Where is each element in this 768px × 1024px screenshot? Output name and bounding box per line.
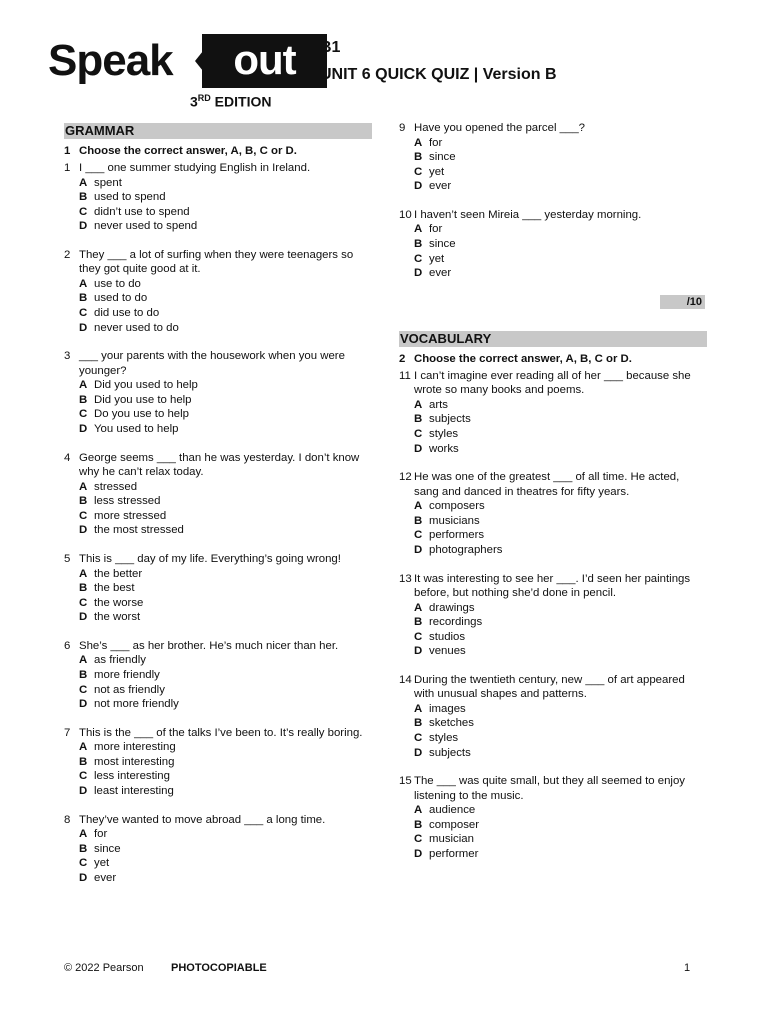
- option-text: performers: [429, 529, 485, 542]
- footer-copyright: © 2022 Pearson: [64, 962, 144, 974]
- page-number: 1: [684, 962, 691, 974]
- answer-option: [64, 668, 372, 683]
- answer-option: [399, 150, 707, 165]
- option-text: since: [94, 842, 121, 855]
- option-text: venues: [429, 645, 466, 658]
- instruction-number: 1: [64, 145, 71, 157]
- option-letter: C: [414, 732, 423, 745]
- answer-option: [399, 427, 707, 442]
- option-text: audience: [429, 804, 476, 817]
- option-letter: B: [414, 237, 423, 250]
- option-letter: B: [414, 514, 423, 527]
- question-number: 12: [399, 471, 412, 484]
- option-letter: A: [79, 480, 88, 493]
- option-letter: B: [79, 292, 88, 305]
- answer-option: [64, 856, 372, 871]
- option-letter: A: [414, 601, 423, 614]
- edition-word: EDITION: [210, 93, 272, 110]
- option-text: musician: [429, 833, 474, 846]
- answer-option: [399, 528, 707, 543]
- vocabulary-heading: VOCABULARY: [399, 331, 707, 347]
- option-text: spent: [94, 176, 122, 189]
- option-text: most interesting: [94, 755, 175, 768]
- answer-option: [64, 277, 372, 292]
- question-item: [64, 248, 372, 335]
- edition-label: [190, 93, 271, 110]
- question-item: [64, 349, 372, 436]
- question-number: 3: [64, 350, 71, 363]
- option-text: didn’t use to spend: [94, 205, 190, 218]
- option-text: for: [429, 136, 443, 149]
- option-letter: B: [414, 616, 423, 629]
- option-letter: C: [414, 252, 423, 265]
- option-letter: B: [79, 582, 88, 595]
- answer-option: [64, 219, 372, 234]
- question-item: [399, 369, 707, 456]
- question-stem: [64, 639, 372, 654]
- answer-option: [64, 190, 372, 205]
- logo-out-text: out: [233, 36, 296, 83]
- question-text: The ___ was quite small, but they all seemed to enjoy listening to the music.: [414, 775, 685, 802]
- option-letter: A: [79, 277, 88, 290]
- option-letter: B: [79, 668, 88, 681]
- option-text: Do you use to help: [94, 408, 189, 421]
- option-text: composer: [429, 818, 480, 831]
- answer-option: [399, 252, 707, 267]
- grammar-heading: GRAMMAR: [64, 123, 372, 139]
- answer-option: [399, 630, 707, 645]
- answer-option: [399, 832, 707, 847]
- option-letter: D: [414, 848, 423, 861]
- option-text: styles: [429, 427, 459, 440]
- question-stem: [399, 369, 707, 398]
- question-stem: [399, 470, 707, 499]
- question-stem: [64, 726, 372, 741]
- option-text: the worse: [94, 596, 144, 609]
- option-text: did use to do: [94, 307, 160, 320]
- option-letter: C: [79, 770, 88, 783]
- answer-option: [399, 615, 707, 630]
- answer-option: [399, 644, 707, 659]
- question-number: 11: [399, 369, 411, 382]
- question-stem: [64, 161, 372, 176]
- answer-option: [64, 871, 372, 886]
- answer-option: [64, 697, 372, 712]
- option-text: not more friendly: [94, 698, 179, 711]
- option-letter: C: [414, 529, 423, 542]
- question-number: 1: [64, 162, 71, 174]
- question-stem: [399, 572, 707, 601]
- answer-option: [64, 581, 372, 596]
- option-letter: C: [79, 509, 88, 522]
- question-text: ___ your parents with the housework when you were younger?: [79, 350, 345, 377]
- option-text: use to do: [94, 277, 141, 290]
- answer-option: [399, 398, 707, 413]
- grammar-instruction: [64, 144, 372, 159]
- right-column: [399, 121, 707, 876]
- instruction-number: 2: [399, 352, 406, 365]
- option-text: more interesting: [94, 741, 176, 754]
- answer-option: [64, 523, 372, 538]
- option-letter: C: [79, 683, 88, 696]
- logo-out-box: [202, 34, 327, 88]
- question-item: [64, 552, 372, 625]
- option-text: Did you used to help: [94, 379, 198, 392]
- option-letter: B: [79, 495, 88, 508]
- option-letter: D: [79, 611, 88, 624]
- answer-option: [399, 702, 707, 717]
- question-item: [399, 470, 707, 557]
- option-letter: C: [79, 205, 88, 218]
- page-title: UNIT 6 QUICK QUIZ | Version B: [320, 66, 557, 83]
- answer-option: [64, 740, 372, 755]
- option-letter: C: [414, 833, 423, 846]
- question-text: They ___ a lot of surfing when they were teenagers so they got quite good at it.: [79, 248, 354, 276]
- option-letter: D: [414, 180, 423, 193]
- question-stem: [399, 121, 707, 136]
- answer-option: [399, 499, 707, 514]
- question-item: [64, 726, 372, 799]
- answer-option: [64, 683, 372, 698]
- option-letter: B: [79, 191, 88, 204]
- option-text: used to spend: [94, 191, 166, 204]
- option-text: images: [429, 702, 466, 715]
- answer-option: [399, 601, 707, 616]
- option-text: more friendly: [94, 668, 160, 681]
- option-text: the best: [94, 582, 135, 595]
- answer-option: [399, 803, 707, 818]
- instruction-text: Choose the correct answer, A, B, C or D.: [79, 145, 297, 157]
- option-letter: A: [79, 567, 88, 580]
- answer-option: [399, 222, 707, 237]
- option-text: never used to do: [94, 321, 179, 334]
- answer-option: [64, 842, 372, 857]
- question-text: She’s ___ as her brother. He’s much nicer than her.: [79, 639, 339, 652]
- answer-option: [64, 784, 372, 799]
- option-text: used to do: [94, 292, 148, 305]
- question-item: [64, 451, 372, 538]
- edition-suffix: RD: [197, 93, 211, 103]
- question-number: 2: [64, 248, 71, 261]
- question-number: 9: [399, 122, 406, 134]
- option-text: for: [94, 828, 108, 841]
- question-item: [399, 208, 707, 281]
- level-label: B1: [320, 39, 341, 56]
- option-letter: C: [79, 408, 88, 421]
- option-text: composers: [429, 500, 485, 513]
- question-item: [64, 161, 372, 234]
- answer-option: [64, 378, 372, 393]
- question-number: 14: [399, 673, 412, 686]
- option-letter: A: [414, 398, 423, 411]
- question-stem: [399, 673, 707, 702]
- answer-option: [399, 716, 707, 731]
- question-item: [399, 774, 707, 861]
- answer-option: [64, 755, 372, 770]
- option-letter: A: [414, 136, 423, 149]
- question-text: I can’t imagine ever reading all of her ___ because she wrote so many books and poems.: [414, 369, 691, 397]
- option-text: the worst: [94, 611, 141, 624]
- answer-option: [64, 769, 372, 784]
- option-letter: A: [414, 804, 423, 817]
- option-letter: A: [79, 654, 88, 667]
- question-number: 7: [64, 726, 71, 739]
- option-text: subjects: [429, 413, 471, 426]
- option-text: musicians: [429, 514, 480, 527]
- option-text: subjects: [429, 746, 471, 759]
- option-letter: A: [79, 176, 88, 189]
- option-letter: B: [79, 393, 88, 406]
- answer-option: [64, 422, 372, 437]
- option-letter: D: [414, 746, 423, 759]
- answer-option: [64, 827, 372, 842]
- answer-option: [399, 412, 707, 427]
- option-text: yet: [429, 252, 445, 265]
- answer-option: [399, 731, 707, 746]
- vocabulary-questions: [399, 369, 707, 862]
- option-text: least interesting: [94, 785, 174, 798]
- question-item: [64, 639, 372, 712]
- option-text: less stressed: [94, 495, 161, 508]
- answer-option: [399, 847, 707, 862]
- option-text: since: [429, 151, 456, 164]
- option-letter: D: [414, 442, 423, 455]
- option-letter: D: [79, 785, 88, 798]
- option-text: drawings: [429, 601, 475, 614]
- option-text: ever: [94, 871, 117, 884]
- option-text: recordings: [429, 616, 483, 629]
- option-text: You used to help: [94, 423, 179, 436]
- question-stem: [64, 451, 372, 480]
- grammar-score-box: /10: [660, 295, 705, 309]
- answer-option: [64, 494, 372, 509]
- option-letter: D: [79, 423, 88, 436]
- question-stem: [399, 774, 707, 803]
- answer-option: [64, 480, 372, 495]
- question-item: [399, 121, 707, 194]
- answer-option: [64, 407, 372, 422]
- answer-option: [399, 179, 707, 194]
- option-text: the better: [94, 567, 143, 580]
- option-letter: B: [414, 413, 423, 426]
- answer-option: [64, 321, 372, 336]
- option-letter: D: [79, 220, 88, 233]
- question-number: 10: [399, 208, 412, 221]
- answer-option: [399, 136, 707, 151]
- option-letter: D: [414, 543, 423, 556]
- option-text: performer: [429, 848, 479, 861]
- grammar-questions-left: [64, 161, 372, 886]
- option-text: ever: [429, 180, 452, 193]
- answer-option: [64, 610, 372, 625]
- option-letter: B: [79, 755, 88, 768]
- question-number: 4: [64, 451, 71, 464]
- answer-option: [399, 514, 707, 529]
- answer-option: [64, 567, 372, 582]
- question-text: It was interesting to see her ___. I’d seen her paintings before, but nothing she’d done in pencil.: [414, 572, 691, 599]
- question-stem: [399, 208, 707, 223]
- option-letter: C: [414, 165, 423, 178]
- option-text: not as friendly: [94, 683, 165, 696]
- option-letter: C: [79, 857, 88, 870]
- option-text: Did you use to help: [94, 393, 192, 406]
- grammar-questions-right: [399, 121, 707, 281]
- answer-option: [399, 266, 707, 281]
- logo-speak-text: Speak: [48, 36, 173, 85]
- answer-option: [399, 543, 707, 558]
- option-letter: C: [79, 596, 88, 609]
- option-text: studios: [429, 630, 466, 643]
- answer-option: [399, 818, 707, 833]
- question-stem: [64, 813, 372, 828]
- option-text: yet: [94, 857, 110, 870]
- option-letter: C: [79, 307, 88, 320]
- question-stem: [64, 552, 372, 567]
- option-text: arts: [429, 398, 448, 411]
- question-stem: [64, 248, 372, 277]
- option-text: ever: [429, 267, 452, 280]
- option-letter: A: [414, 500, 423, 513]
- option-letter: A: [79, 828, 88, 841]
- question-text: I haven’t seen Mireia ___ yesterday morning.: [414, 208, 642, 221]
- option-letter: B: [414, 151, 423, 164]
- answer-option: [64, 653, 372, 668]
- question-text: They’ve wanted to move abroad ___ a long time.: [79, 813, 326, 826]
- question-number: 13: [399, 572, 412, 585]
- question-text: Have you opened the parcel ___?: [414, 122, 585, 134]
- option-letter: A: [414, 223, 423, 236]
- question-text: This is ___ day of my life. Everything’s going wrong!: [79, 553, 341, 565]
- question-number: 5: [64, 553, 71, 565]
- question-text: George seems ___ than he was yesterday. I don’t know why he can’t relax today.: [79, 451, 360, 479]
- footer-photocopiable: PHOTOCOPIABLE: [171, 962, 267, 974]
- question-text: He was one of the greatest ___ of all time. He acted, sang and danced in theatres for fifty years.: [414, 471, 680, 498]
- question-number: 8: [64, 813, 71, 826]
- option-letter: B: [79, 842, 88, 855]
- instruction-text: Choose the correct answer, A, B, C or D.: [414, 352, 632, 365]
- grammar-score-row: [399, 295, 707, 309]
- answer-option: [64, 205, 372, 220]
- option-text: sketches: [429, 717, 474, 730]
- option-letter: C: [414, 427, 423, 440]
- answer-option: [64, 509, 372, 524]
- question-number: 15: [399, 775, 412, 788]
- vocabulary-instruction: [399, 352, 707, 367]
- option-text: the most stressed: [94, 524, 184, 537]
- answer-option: [399, 165, 707, 180]
- option-letter: B: [414, 818, 423, 831]
- option-text: more stressed: [94, 509, 167, 522]
- question-text: During the twentieth century, new ___ of art appeared with unusual shapes and patterns.: [414, 673, 685, 701]
- answer-option: [399, 746, 707, 761]
- answer-option: [64, 176, 372, 191]
- question-item: [399, 673, 707, 760]
- option-text: since: [429, 237, 456, 250]
- option-letter: D: [79, 698, 88, 711]
- option-text: yet: [429, 165, 445, 178]
- option-letter: A: [79, 379, 88, 392]
- option-text: works: [429, 442, 459, 455]
- answer-option: [64, 306, 372, 321]
- option-text: stressed: [94, 480, 138, 493]
- answer-option: [64, 393, 372, 408]
- option-letter: A: [414, 702, 423, 715]
- option-text: as friendly: [94, 654, 146, 667]
- option-letter: D: [414, 645, 423, 658]
- question-number: 6: [64, 639, 71, 652]
- answer-option: [399, 442, 707, 457]
- edition-number: 3: [190, 93, 198, 110]
- option-text: less interesting: [94, 770, 170, 783]
- answer-option: [64, 291, 372, 306]
- option-letter: D: [79, 321, 88, 334]
- left-column: [64, 123, 372, 900]
- answer-option: [64, 596, 372, 611]
- option-text: for: [429, 223, 443, 236]
- option-text: styles: [429, 732, 459, 745]
- question-text: I ___ one summer studying English in Ireland.: [79, 162, 311, 174]
- option-text: never used to spend: [94, 220, 198, 233]
- option-text: photographers: [429, 543, 503, 556]
- answer-option: [399, 237, 707, 252]
- question-stem: [64, 349, 372, 378]
- option-letter: D: [414, 267, 423, 280]
- option-letter: D: [79, 524, 88, 537]
- option-letter: C: [414, 630, 423, 643]
- question-item: [64, 813, 372, 886]
- option-letter: B: [414, 717, 423, 730]
- option-letter: A: [79, 741, 88, 754]
- question-text: This is the ___ of the talks I’ve been to. It’s really boring.: [79, 726, 363, 739]
- question-item: [399, 572, 707, 659]
- option-letter: D: [79, 871, 88, 884]
